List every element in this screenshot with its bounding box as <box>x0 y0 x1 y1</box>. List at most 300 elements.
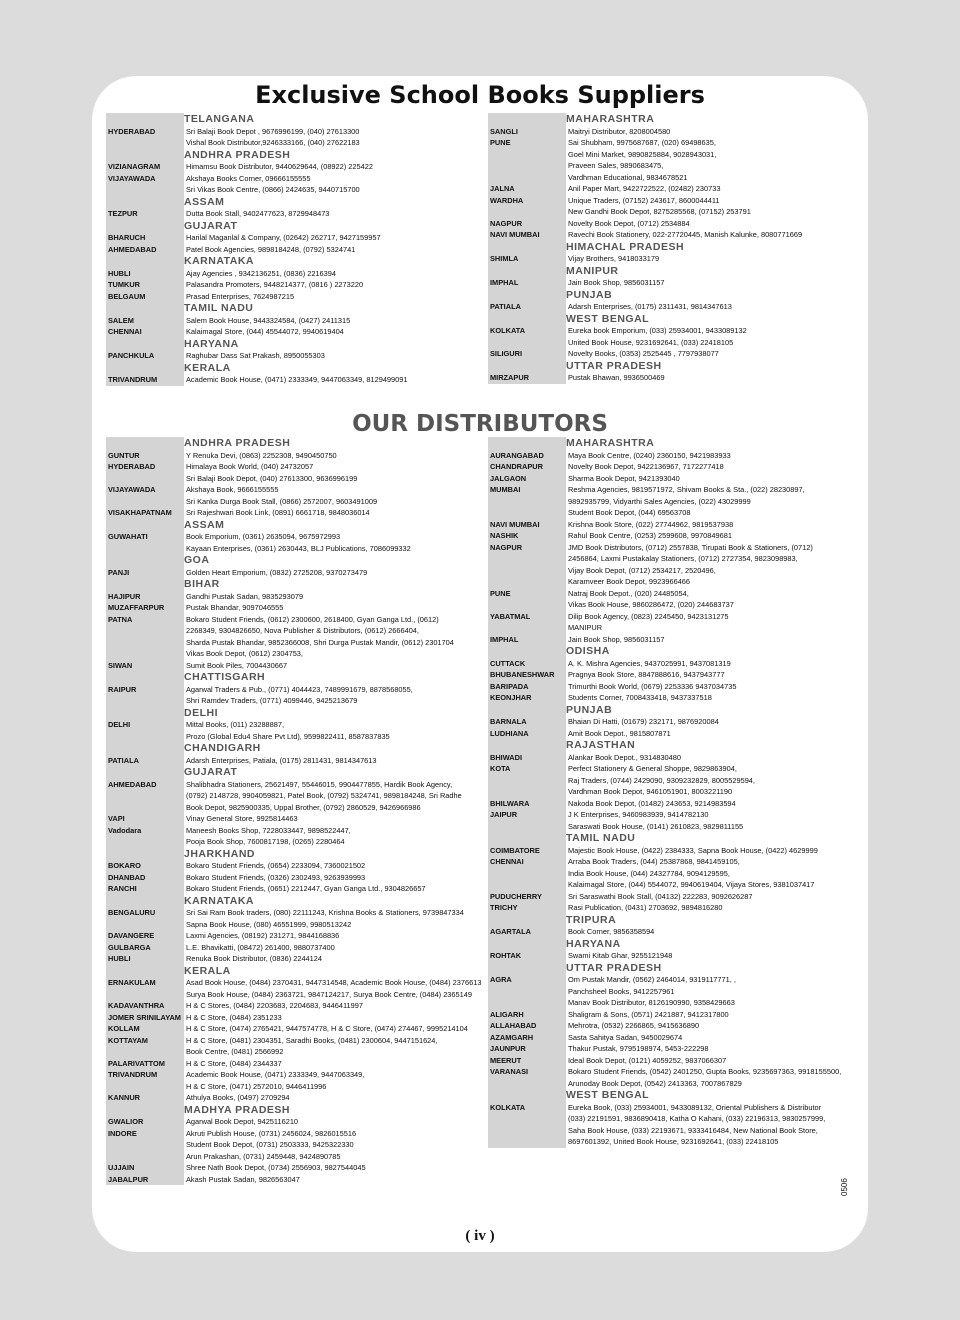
list-item <box>106 208 484 220</box>
distributors-title: OUR DISTRIBUTORS <box>352 411 608 437</box>
supplier-details: Sri Vikas Book Centre, (0866) 2424635, 9440715700 <box>186 185 360 194</box>
list-item <box>488 149 850 161</box>
city-name: KEONJHAR <box>488 692 566 704</box>
city-name: COIMBATORE <box>488 845 566 857</box>
supplier-details: Shri Ramdev Traders, (0771) 4099446, 9425213679 <box>186 696 358 705</box>
city-name: BELGAUM <box>106 291 184 303</box>
list-item <box>488 1113 850 1125</box>
state-heading: GUJARAT <box>106 766 484 779</box>
city-name: NAVI MUMBAI <box>488 519 566 531</box>
supplier-details: Palasandra Promoters, 9448214377, (0816 ) 2273220 <box>186 280 364 289</box>
supplier-details: H & C Stores, (0484) 2203683, 2204683, 9446411997 <box>186 1001 363 1010</box>
list-item <box>488 160 850 172</box>
city-name <box>488 599 566 611</box>
supplier-details: Jain Book Shop, 9856031157 <box>568 278 665 287</box>
list-item <box>106 126 484 138</box>
supplier-details: Maya Book Centre, (0240) 2360150, 9421983933 <box>568 450 731 460</box>
supplier-details: Maneesh Books Shop, 7228033447, 9898522447, <box>186 825 351 835</box>
list-item <box>106 543 484 555</box>
list-item <box>488 576 850 588</box>
list-item <box>106 1128 484 1140</box>
supplier-details: Agarwal Traders & Pub., (0771) 4044423, 7489991679, 8878568055, <box>186 684 413 694</box>
supplier-details: Praveen Sales, 9890683475, <box>568 161 664 170</box>
state-heading: JHARKHAND <box>106 848 484 861</box>
list-item <box>106 625 484 637</box>
list-item <box>488 229 850 241</box>
list-item <box>488 902 850 914</box>
city-name: TRIVANDRUM <box>106 374 184 386</box>
supplier-details: Gandhi Pustak Sadan, 9835293079 <box>186 591 304 601</box>
list-item <box>106 1092 484 1104</box>
city-name: KOTTAYAM <box>106 1035 184 1047</box>
supplier-details: Arunoday Book Depot, (0542) 2413363, 7007867829 <box>568 1078 742 1088</box>
city-name: DAVANGERE <box>106 930 184 942</box>
supplier-details: Panchsheel Books, 9412257961 <box>568 986 675 996</box>
supplier-details: Sri Sai Ram Book traders, (080) 22111243, Krishna Books & Stationers, 9739847334 <box>186 908 464 917</box>
supplier-details: Sai Shubham, 9975687687, (020) 69498635, <box>568 138 716 147</box>
supplier-details: Book Depot, 9825900335, Uppal Brother, (0792) 2860529, 9426966986 <box>186 802 421 812</box>
state-heading: MANIPUR <box>488 265 850 278</box>
list-item <box>488 519 850 531</box>
city-name: BARIPADA <box>488 681 566 693</box>
city-name <box>106 543 184 555</box>
list-item <box>488 611 850 623</box>
list-item <box>106 315 484 327</box>
city-name: RAIPUR <box>106 684 184 696</box>
supplier-details: Arun Prakashan, (0731) 2459448, 9424890785 <box>186 1151 341 1161</box>
state-heading: MAHARASHTRA <box>488 437 850 450</box>
supplier-details: Raghubar Dass Sat Prakash, 8950055303 <box>186 351 325 360</box>
list-item <box>488 856 850 868</box>
list-item <box>106 836 484 848</box>
supplier-details: Sumit Book Piles, 7004430667 <box>186 660 288 670</box>
list-item <box>488 599 850 611</box>
list-item <box>106 977 484 989</box>
state-heading: TELANGANA <box>106 113 484 126</box>
list-item <box>106 907 484 919</box>
list-item <box>488 372 850 384</box>
city-name: HYDERABAD <box>106 126 184 138</box>
supplier-details: Sharda Pustak Bhandar, 9852366008, Shri Durga Pustak Mandir, (0612) 2301704 <box>186 637 454 647</box>
list-item <box>106 1000 484 1012</box>
supplier-details: Akash Pustak Sadan, 9826563047 <box>186 1174 300 1184</box>
state-heading: KARNATAKA <box>106 255 484 268</box>
supplier-details: Ajay Agencies , 9342136251, (0836) 2216394 <box>186 268 336 278</box>
list-item <box>488 473 850 485</box>
supplier-details: Kayaan Enterprises, (0361) 2630443, BLJ Publications, 7086099332 <box>186 543 411 553</box>
city-name: TUMKUR <box>106 279 184 291</box>
distributors-left-column <box>106 437 484 1185</box>
list-item <box>488 1009 850 1021</box>
supplier-details: Asad Book House, (0484) 2370431, 9447314548, Academic Book House, (0484) 2376613 <box>186 978 482 987</box>
city-name: PUNE <box>488 588 566 600</box>
list-item <box>106 695 484 707</box>
list-item <box>488 634 850 646</box>
list-item <box>488 775 850 787</box>
city-name <box>106 1046 184 1058</box>
supplier-details: Vishal Book Distributor,9246333166, (040) 27622183 <box>186 138 360 147</box>
supplier-details: Unique Traders, (07152) 243617, 8600044411 <box>568 195 720 205</box>
supplier-details: United Book House, 9231692641, (033) 22418105 <box>568 337 734 347</box>
city-name: VIJAYAWADA <box>106 173 184 185</box>
city-name <box>488 553 566 565</box>
supplier-details: 9892935799, Vidyarthi Sales Agencies, (022) 43029999 <box>568 496 751 506</box>
city-name <box>488 786 566 798</box>
list-item <box>106 989 484 1001</box>
state-heading: TRIPURA <box>488 914 850 927</box>
city-name: ERNAKULAM <box>106 977 184 989</box>
supplier-details: Agarwal Book Depot, 9425116210 <box>186 1117 299 1126</box>
supplier-details: Vardhman Book Depot, 9461051901, 8003221190 <box>568 787 733 796</box>
city-name <box>488 496 566 508</box>
list-item <box>488 496 850 508</box>
supplier-details: Bhaian Di Hatti, (01679) 232171, 9876920084 <box>568 717 719 726</box>
list-item <box>488 974 850 986</box>
city-name <box>106 989 184 1001</box>
state-heading: UTTAR PRADESH <box>488 962 850 975</box>
city-name <box>106 731 184 743</box>
supplier-details: Sri Rajeshwari Book Link, (0891) 6661718, 9848036014 <box>186 508 370 517</box>
supplier-details: Sasta Sahitya Sadan, 9450029674 <box>568 1032 683 1042</box>
city-name <box>488 507 566 519</box>
city-name: KOTA <box>488 763 566 775</box>
city-name <box>106 496 184 508</box>
list-item <box>488 530 850 542</box>
supplier-details: Akshaya Books Corner, 09666155555 <box>186 173 311 183</box>
city-name: PANJI <box>106 567 184 579</box>
list-item <box>106 790 484 802</box>
list-item <box>106 461 484 473</box>
city-name: MIRZAPUR <box>488 372 566 384</box>
city-name: BENGALURU <box>106 907 184 919</box>
list-item <box>488 137 850 149</box>
city-name: ALIGARH <box>488 1009 566 1021</box>
city-name: AZAMGARH <box>488 1032 566 1044</box>
supplier-details: Ideal Book Depot, (0121) 4059252, 9837066307 <box>568 1055 727 1065</box>
list-item <box>106 930 484 942</box>
list-item <box>106 684 484 696</box>
city-name <box>488 149 566 161</box>
city-name <box>488 986 566 998</box>
list-item <box>488 728 850 740</box>
list-item <box>488 798 850 810</box>
list-item <box>488 484 850 496</box>
list-item <box>106 719 484 731</box>
supplier-details: H & C Store, (0484) 2344337 <box>186 1058 282 1068</box>
supplier-details: Anil Paper Mart, 9422722522, (02482) 230733 <box>568 184 721 193</box>
city-name <box>106 473 184 485</box>
city-name: DHANBAD <box>106 872 184 884</box>
city-name <box>488 206 566 218</box>
list-item <box>106 484 484 496</box>
supplier-details: Book Corner, 9856358594 <box>568 927 655 936</box>
supplier-details: Students Corner, 7008433418, 9437337518 <box>568 693 712 702</box>
supplier-details: Swami Kitab Ghar, 9255121948 <box>568 951 673 960</box>
supplier-details: Jain Book Shop, 9856031157 <box>568 634 665 644</box>
city-name: CUTTACK <box>488 658 566 670</box>
city-name: BHILWARA <box>488 798 566 810</box>
list-item <box>106 953 484 965</box>
list-item <box>106 1012 484 1024</box>
supplier-details: Alankar Book Depot., 9314830480 <box>568 752 681 762</box>
list-item <box>106 1058 484 1070</box>
supplier-details: Athulya Books, (0497) 2709294 <box>186 1093 290 1102</box>
list-item <box>106 637 484 649</box>
list-item <box>488 879 850 891</box>
city-name: JALNA <box>488 183 566 195</box>
supplier-details: H & C Store, (0481) 2304351, Saradhi Books, (0481) 2300604, 9447151624, <box>186 1035 438 1045</box>
list-item <box>488 337 850 349</box>
city-name: AHMEDABAD <box>106 244 184 256</box>
city-name: NAGPUR <box>488 218 566 230</box>
city-name: IMPHAL <box>488 634 566 646</box>
supplier-details: New Gandhi Book Depot, 8275285568, (07152) 253791 <box>568 207 751 216</box>
supplier-details: H & C Store, (0474) 2765421, 9447574778, H & C Store, (0474) 274467, 9995214104 <box>186 1024 468 1033</box>
supplier-details: Rahul Book Centre, (0253) 2599608, 9970849681 <box>568 531 732 540</box>
list-item <box>488 206 850 218</box>
list-item <box>488 669 850 681</box>
list-item <box>106 942 484 954</box>
city-name <box>488 821 566 833</box>
list-item <box>106 507 484 519</box>
list-item <box>488 1032 850 1044</box>
supplier-details: Mittal Books, (011) 23288887, <box>186 720 285 729</box>
supplier-details: Renuka Book Distributor, (0836) 2244124 <box>186 954 322 963</box>
city-name: ROHTAK <box>488 950 566 962</box>
state-heading: GOA <box>106 554 484 567</box>
city-name <box>106 137 184 149</box>
list-item <box>106 350 484 362</box>
city-name: VAPI <box>106 813 184 825</box>
list-item <box>488 692 850 704</box>
city-name: PANCHKULA <box>106 350 184 362</box>
supplier-details: 2268349, 9304826650, Nova Publisher & Distributors, (0612) 2666404, <box>186 626 419 635</box>
city-name: HUBLI <box>106 953 184 965</box>
supplier-details: Arraba Book Traders, (044) 25387868, 9841459105, <box>568 857 740 866</box>
list-item <box>488 926 850 938</box>
list-item <box>488 986 850 998</box>
list-item <box>488 622 850 634</box>
city-name: PATIALA <box>488 301 566 313</box>
supplier-details: Dilip Book Agency, (0823) 2245450, 9423131275 <box>568 611 729 621</box>
supplier-details: Dutta Book Stall, 9402477623, 8729948473 <box>186 209 330 218</box>
supplier-details: Novelty Book Depot, (0712) 2534884 <box>568 218 690 228</box>
list-item <box>106 860 484 872</box>
supplier-details: Y Renuka Devi, (0863) 2252308, 9490450750 <box>186 450 337 460</box>
supplier-details: Amit Book Depot., 9815807871 <box>568 728 671 738</box>
list-item <box>106 450 484 462</box>
supplier-details: Novelty Books, (0353) 2525445 , 7797938077 <box>568 349 719 358</box>
state-heading: ASSAM <box>106 519 484 532</box>
list-item <box>488 183 850 195</box>
list-item <box>106 1069 484 1081</box>
list-item <box>488 1055 850 1067</box>
list-item <box>488 821 850 833</box>
list-item <box>106 184 484 196</box>
supplier-details: Prozo (Global Edu4 Share Pvt Ltd), 9599822411, 8587837835 <box>186 731 390 741</box>
city-name: WARDHA <box>488 195 566 207</box>
city-name: RANCHI <box>106 883 184 895</box>
city-name <box>106 802 184 814</box>
distributors-right-column <box>488 437 850 1148</box>
city-name: AHMEDABAD <box>106 779 184 791</box>
list-item <box>488 1136 850 1148</box>
supplier-details: Reshma Agencies, 9819571972, Shivam Books & Sta., (022) 28230897, <box>568 485 805 494</box>
page-code: 0506 <box>840 1178 849 1196</box>
list-item <box>488 845 850 857</box>
list-item <box>488 868 850 880</box>
supplier-details: Om Pustak Mandir, (0562) 2464014, 9319117771, , <box>568 975 736 984</box>
list-item <box>488 253 850 265</box>
list-item <box>488 588 850 600</box>
list-item <box>488 348 850 360</box>
supplier-details: Kalaimagal Store, (044) 45544072, 9940619404 <box>186 327 344 336</box>
list-item <box>106 268 484 280</box>
city-name: MEERUT <box>488 1055 566 1067</box>
city-name <box>106 1139 184 1151</box>
city-name <box>106 836 184 848</box>
state-heading: ANDHRA PRADESH <box>106 437 484 450</box>
supplier-details: Book Centre, (0481) 2566992 <box>186 1047 284 1056</box>
supplier-details: Bokaro Student Friends, (0542) 2401250, Gupta Books, 9235697363, 9918155500, <box>568 1067 842 1076</box>
supplier-details: Sharma Book Depot, 9421393040 <box>568 473 680 483</box>
supplier-details: Vardhman Educational, 9834678521 <box>568 172 688 182</box>
city-name <box>488 775 566 787</box>
list-item <box>488 507 850 519</box>
list-item <box>106 232 484 244</box>
city-name: GUWAHATI <box>106 531 184 543</box>
city-name: AGRA <box>488 974 566 986</box>
list-item <box>488 325 850 337</box>
city-name <box>106 919 184 931</box>
supplier-details: Adarsh Enterprises, (0175) 2311431, 9814347613 <box>568 302 732 311</box>
list-item <box>106 648 484 660</box>
city-name: SALEM <box>106 315 184 327</box>
city-name: BHIWADI <box>488 752 566 764</box>
supplier-details: Akruti Publish House, (0731) 2456024, 9826015516 <box>186 1128 357 1138</box>
state-heading: UTTAR PRADESH <box>488 360 850 373</box>
supplier-details: Manav Book Distributor, 8126190990, 9358429663 <box>568 998 735 1007</box>
city-name: VISAKHAPATNAM <box>106 507 184 519</box>
list-item <box>106 1139 484 1151</box>
city-name <box>488 868 566 880</box>
supplier-details: H & C Store, (0484) 2351233 <box>186 1012 282 1022</box>
list-item <box>488 1020 850 1032</box>
supplier-details: Sri Balaji Book Depot, (040) 27613300, 9636996199 <box>186 473 358 483</box>
list-item <box>488 565 850 577</box>
city-name: AURANGABAD <box>488 450 566 462</box>
list-item <box>106 779 484 791</box>
city-name: PUNE <box>488 137 566 149</box>
supplier-details: MANIPUR <box>568 623 603 632</box>
supplier-details: Shaligram & Sons, (0571) 2421887, 9412317800 <box>568 1009 729 1019</box>
city-name <box>488 879 566 891</box>
list-item <box>488 716 850 728</box>
supplier-details: 8697601392, United Book House, 9231692641, (033) 22418105 <box>568 1137 779 1146</box>
city-name: ALLAHABAD <box>488 1020 566 1032</box>
list-item <box>106 567 484 579</box>
state-heading: TAMIL NADU <box>106 302 484 315</box>
city-name: BHUBANESHWAR <box>488 669 566 681</box>
supplier-details: Vijay Brothers, 9418033179 <box>568 254 660 263</box>
list-item <box>106 1151 484 1163</box>
state-heading: RAJASTHAN <box>488 739 850 752</box>
city-name: UJJAIN <box>106 1162 184 1174</box>
city-name: TRICHY <box>488 902 566 914</box>
supplier-details: Sri Saraswathi Book Stall, (04132) 222283, 9092626287 <box>568 891 753 901</box>
list-item <box>106 161 484 173</box>
city-name <box>488 1136 566 1148</box>
list-item <box>106 1174 484 1186</box>
city-name: JOMER SRINILAYAM <box>106 1012 184 1024</box>
supplier-details: Akshaya Book, 9666155555 <box>186 485 279 494</box>
supplier-details: Goel Mini Market, 9890825884, 9028943031, <box>568 149 717 159</box>
city-name: JABALPUR <box>106 1174 184 1186</box>
list-item <box>488 891 850 903</box>
supplier-details: Bokaro Student Friends, (0326) 2302493, 9263939993 <box>186 872 366 882</box>
list-item <box>106 802 484 814</box>
city-name: SANGLI <box>488 126 566 138</box>
city-name: JAIPUR <box>488 809 566 821</box>
supplier-details: Shalibhadra Stationers, 25621497, 55446015, 9904477855, Hardik Book Agency, <box>186 779 453 789</box>
supplier-details: India Book House, (044) 24327784, 9094129595, <box>568 868 730 878</box>
city-name <box>106 1151 184 1163</box>
list-item <box>106 291 484 303</box>
supplier-details: Laxmi Agencies, (08192) 231271, 9844168836 <box>186 931 340 940</box>
state-heading: KERALA <box>106 362 484 375</box>
supplier-details: Golden Heart Emporium, (0832) 2725208, 9370273479 <box>186 567 368 577</box>
supplier-details: Rasi Publication, (0431) 2703692, 9894816280 <box>568 903 723 912</box>
supplier-details: Academic Book House, (0471) 2333349, 9447063349, 8129499091 <box>186 375 408 384</box>
list-item <box>106 173 484 185</box>
city-name: MUZAFFARPUR <box>106 602 184 614</box>
city-name <box>488 1113 566 1125</box>
list-item <box>106 1081 484 1093</box>
list-item <box>488 681 850 693</box>
list-item <box>106 602 484 614</box>
list-item <box>488 997 850 1009</box>
list-item <box>106 614 484 626</box>
city-name: KOLKATA <box>488 1102 566 1114</box>
city-name <box>106 1081 184 1093</box>
state-heading: PUNJAB <box>488 289 850 302</box>
city-name: GUNTUR <box>106 450 184 462</box>
list-item <box>106 813 484 825</box>
list-item <box>106 137 484 149</box>
supplier-details: (0792) 2148728, 9904059821, Patel Book, (0792) 5324741, 9898184248, Sri Radhe <box>186 791 462 800</box>
supplier-details: Karamveer Book Depot, 9923966466 <box>568 577 691 586</box>
list-item <box>106 919 484 931</box>
list-item <box>488 277 850 289</box>
city-name: BHARUCH <box>106 232 184 244</box>
city-name: SIWAN <box>106 660 184 672</box>
list-item <box>488 658 850 670</box>
city-name: VIJAYAWADA <box>106 484 184 496</box>
state-heading: TAMIL NADU <box>488 832 850 845</box>
state-heading: DELHI <box>106 707 484 720</box>
supplier-details: Thakur Pustak, 9795198974, 5453-222298 <box>568 1044 709 1053</box>
list-item <box>106 374 484 386</box>
list-item <box>106 591 484 603</box>
list-item <box>488 752 850 764</box>
city-name: TEZPUR <box>106 208 184 220</box>
city-name: GWALIOR <box>106 1116 184 1128</box>
suppliers-right-column <box>488 113 850 384</box>
supplier-details: Pooja Book Shop, 7600817198, (0265) 2280464 <box>186 837 345 846</box>
supplier-details: Sapna Book House, (080) 46551999, 9980513242 <box>186 919 352 929</box>
supplier-details: Ravechi Book Stationery, 022-27720445, Manish Kalunke, 8080771669 <box>568 230 803 239</box>
city-name <box>106 184 184 196</box>
